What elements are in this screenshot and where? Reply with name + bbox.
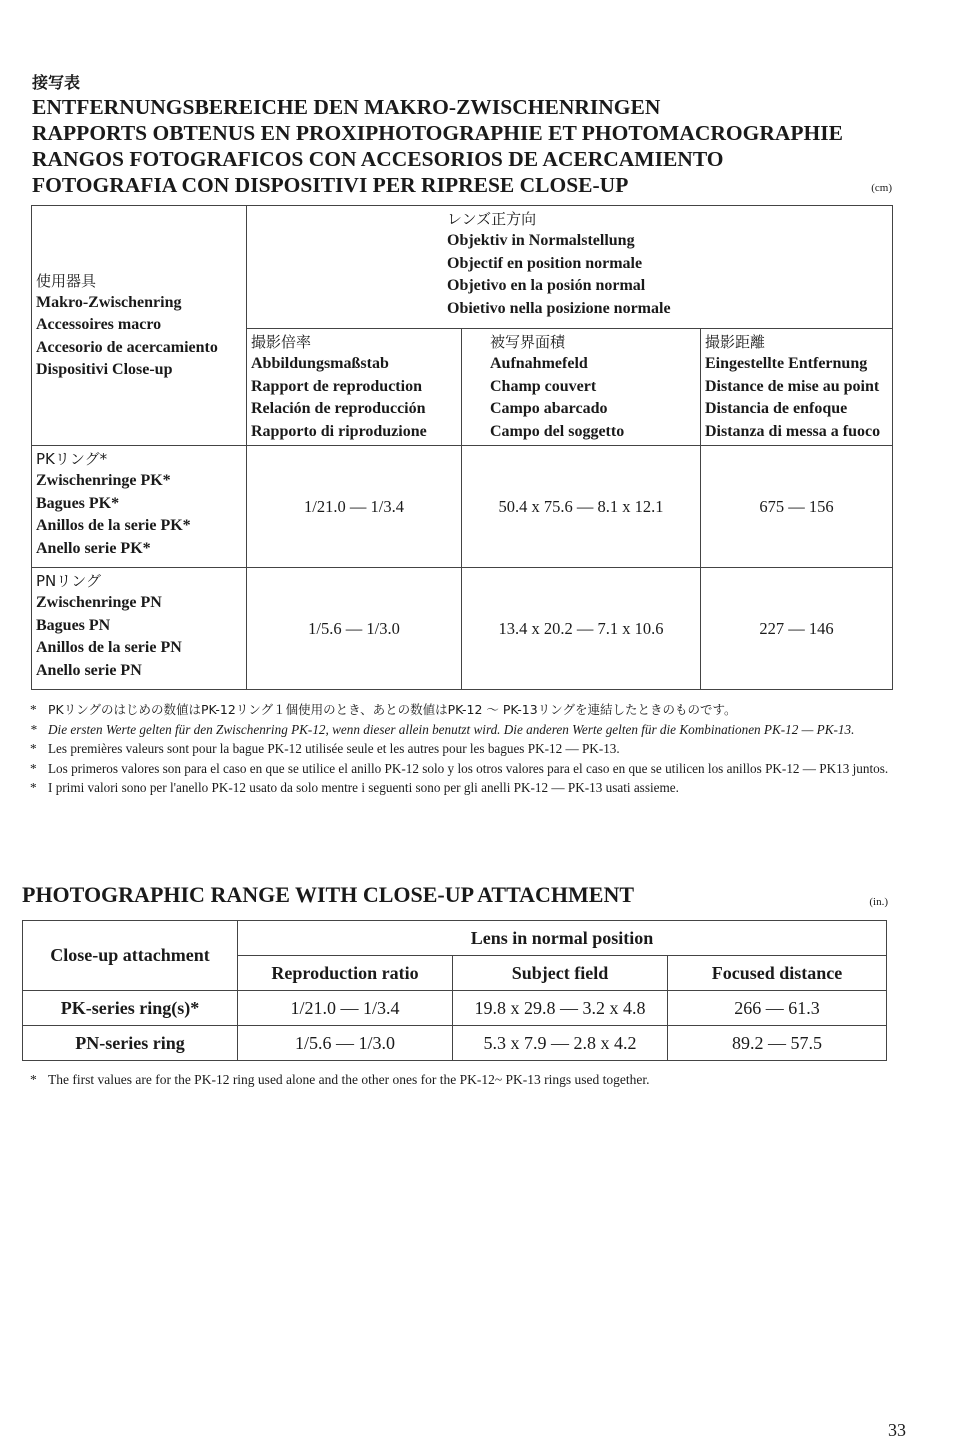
footnotes-multilingual <box>30 700 910 798</box>
section2-title: PHOTOGRAPHIC RANGE WITH CLOSE-UP ATTACHMENT <box>22 882 635 907</box>
ratio-value: 1/21.0 — 1/3.4 <box>238 991 453 1026</box>
field-header-jp: 被写界面積 <box>490 333 566 351</box>
field-header-en: Subject field <box>453 956 668 991</box>
field-value: 50.4 x 75.6 — 8.1 x 12.1 <box>462 446 701 568</box>
distance-header-es: Distancia de enfoque <box>705 400 848 417</box>
device-header-fr: Accessoires macro <box>36 316 162 333</box>
footnote-star: * <box>30 741 37 756</box>
footnote-star: * <box>30 780 37 795</box>
footnote-jp <box>30 700 910 720</box>
heading-line-de: ENTFERNUNGSBEREICHE DEN MAKRO-ZWISCHENRINGEN <box>32 95 661 119</box>
device-header-cell <box>32 206 247 446</box>
table-row <box>32 446 893 568</box>
lens-header-de: Objektiv in Normalstellung <box>447 232 635 249</box>
table-row <box>23 1026 887 1061</box>
ratio-value: 1/5.6 — 1/3.0 <box>238 1026 453 1061</box>
field-value: 19.8 x 29.8 — 3.2 x 4.8 <box>453 991 668 1026</box>
distance-header-cell <box>701 329 893 446</box>
ratio-header-it: Rapporto di riproduzione <box>251 422 427 440</box>
ring-name-jp: PNリング <box>36 572 101 590</box>
field-header-es: Campo abarcado <box>490 400 608 417</box>
ratio-value: 1/21.0 — 1/3.4 <box>247 446 462 568</box>
distance-value: 89.2 — 57.5 <box>668 1026 887 1061</box>
lens-header-es: Objetivo en la posión normal <box>447 277 646 294</box>
footnote-it-text: I primi valori sono per l'anello PK-12 usato da solo mentre i seguenti sono per gli anelli PK-12 — PK-13 usati assieme. <box>48 780 679 795</box>
distance-header-fr: Distance de mise au point <box>705 377 880 395</box>
footnote-star: * <box>30 702 37 717</box>
footnote-star: * <box>30 721 37 737</box>
ring-name-cell <box>32 446 247 568</box>
lens-header-it: Obietivo nella posizione normale <box>447 299 671 317</box>
distance-value: 675 — 156 <box>701 446 893 568</box>
table-row <box>32 568 893 690</box>
footnote-fr <box>30 739 910 759</box>
field-value: 5.3 x 7.9 — 2.8 x 4.2 <box>453 1026 668 1061</box>
footnote-fr-text: Les premières valeurs sont pour la bague PK-12 utilisée seule et les autres pour les bagues PK-12 — PK-13. <box>48 741 620 756</box>
device-header-jp: 使用器具 <box>36 271 97 290</box>
distance-header-it: Distanza di messa a fuoco <box>705 422 881 440</box>
ratio-header-cell <box>247 329 462 446</box>
field-header-fr: Champ couvert <box>490 377 597 395</box>
ratio-header-es: Relación de reproducción <box>251 400 426 417</box>
footnote-jp-text: PKリングのはじめの数値はPK-12リング１個使用のとき、あとの数値はPK-12 ～ PK-13リングを連結したときのものです。 <box>48 702 737 717</box>
ratio-header-de: Abbildungsmaßstab <box>251 355 389 372</box>
lens-header-en: Lens in normal position <box>238 921 887 956</box>
distance-value: 227 — 146 <box>701 568 893 690</box>
field-header-de: Aufnahmefeld <box>490 355 588 372</box>
heading-line-it: FOTOGRAFIA CON DISPOSITIVI PER RIPRESE CLOSE-UP <box>32 173 629 197</box>
field-header-it: Campo del soggetto <box>490 422 625 440</box>
ring-name-cell <box>32 568 247 690</box>
ring-name-de: Zwischenringe PN <box>36 594 162 611</box>
distance-header-en: Focused distance <box>668 956 887 991</box>
page-number: 33 <box>888 1420 906 1440</box>
footnote-de <box>30 720 910 740</box>
footnote-de-text: Die ersten Werte gelten für den Zwischenring PK-12, wenn dieser allein benutzt wird. Die anderen Werte gelten für die Kombinationen PK-12 — PK-13. <box>48 721 855 737</box>
distance-header-jp: 撮影距離 <box>705 333 766 351</box>
ring-name-jp: PKリング* <box>36 450 108 468</box>
unit-in: (in.) <box>869 896 888 908</box>
distance-value: 266 — 61.3 <box>668 991 887 1026</box>
ring-name-de: Zwischenringe PK* <box>36 472 171 489</box>
lens-header-fr: Objectif en position normale <box>447 254 643 272</box>
lens-header-cell <box>247 206 893 329</box>
unit-cm: (cm) <box>871 182 892 194</box>
ring-name-es: Anillos de la serie PK* <box>36 517 191 534</box>
heading-jp: 接写表 <box>32 73 81 92</box>
footnote-es <box>30 759 910 779</box>
ratio-header-jp: 撮影倍率 <box>251 333 312 351</box>
ratio-header-fr: Rapport de reproduction <box>251 377 422 395</box>
ring-name-it: Anello serie PN <box>36 661 142 679</box>
lens-header-jp: レンズ正方向 <box>447 210 537 228</box>
footnote-en-text: The first values are for the PK-12 ring used alone and the other ones for the PK-12~ PK-13 rings used together. <box>48 1072 650 1087</box>
footnote-star: * <box>30 1072 37 1087</box>
ring-name-it: Anello serie PK* <box>36 539 151 557</box>
ring-name: PK-series ring(s)* <box>23 991 238 1026</box>
table-row <box>23 991 887 1026</box>
heading-line-fr: RAPPORTS OBTENUS EN PROXIPHOTOGRAPHIE ET PHOTOMACROGRAPHIE <box>32 121 843 145</box>
footnote-es-text: Los primeros valores son para el caso en que se utilice el anillo PK-12 solo y los otros valores para el caso en que se utilicen los anillos PK-12 — PK13 juntos. <box>48 760 889 776</box>
ring-name-es: Anillos de la serie PN <box>36 639 182 656</box>
ring-name-fr: Bagues PK* <box>36 494 120 512</box>
ratio-value: 1/5.6 — 1/3.0 <box>247 568 462 690</box>
footnote-star: * <box>30 760 37 776</box>
range-table-in <box>22 920 887 1061</box>
ring-name-fr: Bagues PN <box>36 616 111 634</box>
device-header-es: Accesorio de acercamiento <box>36 338 218 356</box>
heading-line-es: RANGOS FOTOGRAFICOS CON ACCESORIOS DE ACERCAMIENTO <box>32 147 724 171</box>
ring-name: PN-series ring <box>23 1026 238 1061</box>
page-heading <box>32 72 912 198</box>
device-header-de: Makro-Zwischenring <box>36 293 182 311</box>
field-header-cell <box>462 329 701 446</box>
footnote-it <box>30 778 910 798</box>
range-table-cm <box>31 205 893 690</box>
attachment-header: Close-up attachment <box>23 921 238 991</box>
field-value: 13.4 x 20.2 — 7.1 x 10.6 <box>462 568 701 690</box>
ratio-header-en: Reproduction ratio <box>238 956 453 991</box>
device-header-it: Dispositivi Close-up <box>36 361 173 378</box>
footnote-en <box>30 1072 954 1088</box>
distance-header-de: Eingestellte Entfernung <box>705 355 868 372</box>
